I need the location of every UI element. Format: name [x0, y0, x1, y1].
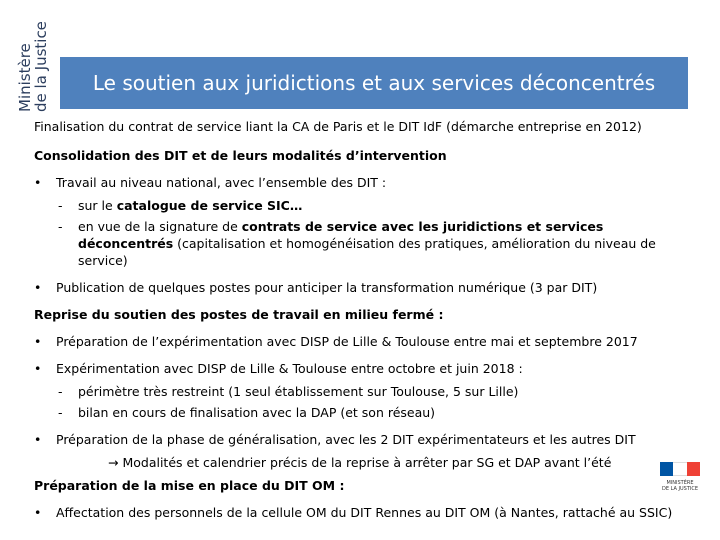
section2-bullet-3 — [34, 431, 694, 448]
bullet-text: Préparation de l’expérimentation avec DISP de Lille & Toulouse entre mai et septembre 2017 — [56, 334, 638, 349]
sub-text-bold: catalogue de service SIC… — [116, 198, 303, 213]
bullet-dot: • — [34, 505, 42, 520]
bullet-text: Expérimentation avec DISP de Lille & Toulouse entre octobre et juin 2018 : — [56, 361, 523, 376]
logo-line-1: Ministère — [16, 43, 34, 112]
sub-dash: - — [58, 219, 63, 234]
bullet-text: Publication de quelques postes pour anticiper la transformation numérique (3 par DIT) — [56, 280, 598, 295]
republique-francaise-logo — [652, 460, 708, 524]
section2-bullet-2 — [34, 360, 694, 377]
bullet-dot: • — [34, 175, 42, 190]
section1-heading: Consolidation des DIT et de leurs modalités d’intervention — [34, 148, 447, 163]
section1-sub-1 — [34, 197, 694, 214]
bullet-text: Préparation de la phase de généralisation, avec les 2 DIT expérimentateurs et les autres DIT — [56, 432, 636, 447]
intro-paragraph: Finalisation du contrat de service liant la CA de Paris et le DIT IdF (démarche entreprise en 2012) — [34, 119, 642, 134]
ministere-logo — [10, 8, 52, 112]
slide-title — [60, 57, 688, 109]
section3-heading: Préparation de la mise en place du DIT OM : — [34, 478, 345, 493]
sub-text-suffix: (capitalisation et homogénéisation des pratiques, amélioration du niveau de service) — [78, 236, 656, 268]
bullet-dot: • — [34, 334, 42, 349]
logo-line-2: de la Justice — [32, 21, 50, 112]
rf-logo-text: MINISTÈRE DE LA JUSTICE — [662, 480, 698, 492]
flag-white — [673, 462, 686, 476]
bullet-dot: • — [34, 280, 42, 295]
section2-sub-1 — [34, 383, 694, 400]
bullet-text: Affectation des personnels de la cellule OM du DIT Rennes au DIT OM (à Nantes, rattaché au SSIC) — [56, 505, 673, 520]
sub-dash: - — [58, 405, 63, 420]
section1-bullet-2 — [34, 279, 694, 296]
sub-text-bold: contrats de service avec les juridictions et services déconcentrés — [78, 219, 604, 251]
section2-bullet-1 — [34, 333, 694, 350]
bullet-dot: • — [34, 361, 42, 376]
flag-blue — [660, 462, 673, 476]
sub-text-prefix: sur le — [78, 198, 117, 213]
bullet-dot: • — [34, 432, 42, 447]
sub-text-prefix: en vue de la signature de — [78, 219, 242, 234]
section2-arrow-note: → Modalités et calendrier précis de la reprise à arrêter par SG et DAP avant l’été — [108, 455, 612, 470]
section1-sub-2 — [34, 218, 694, 269]
section2-heading: Reprise du soutien des postes de travail en milieu fermé : — [34, 307, 444, 322]
flag-icon — [660, 462, 700, 476]
section1-bullet-1 — [34, 174, 694, 191]
flag-red — [687, 462, 700, 476]
slide-title-text: Le soutien aux juridictions et aux services déconcentrés — [92, 71, 656, 95]
sub-text: bilan en cours de finalisation avec la DAP (et son réseau) — [78, 405, 436, 420]
bullet-text: Travail au niveau national, avec l’ensemble des DIT : — [56, 175, 387, 190]
section2-sub-2 — [34, 404, 694, 421]
sub-dash: - — [58, 384, 63, 399]
sub-text: périmètre très restreint (1 seul établissement sur Toulouse, 5 sur Lille) — [78, 384, 519, 399]
slide-content — [34, 118, 694, 527]
sub-dash: - — [58, 198, 63, 213]
section3-bullet-1 — [34, 504, 694, 521]
